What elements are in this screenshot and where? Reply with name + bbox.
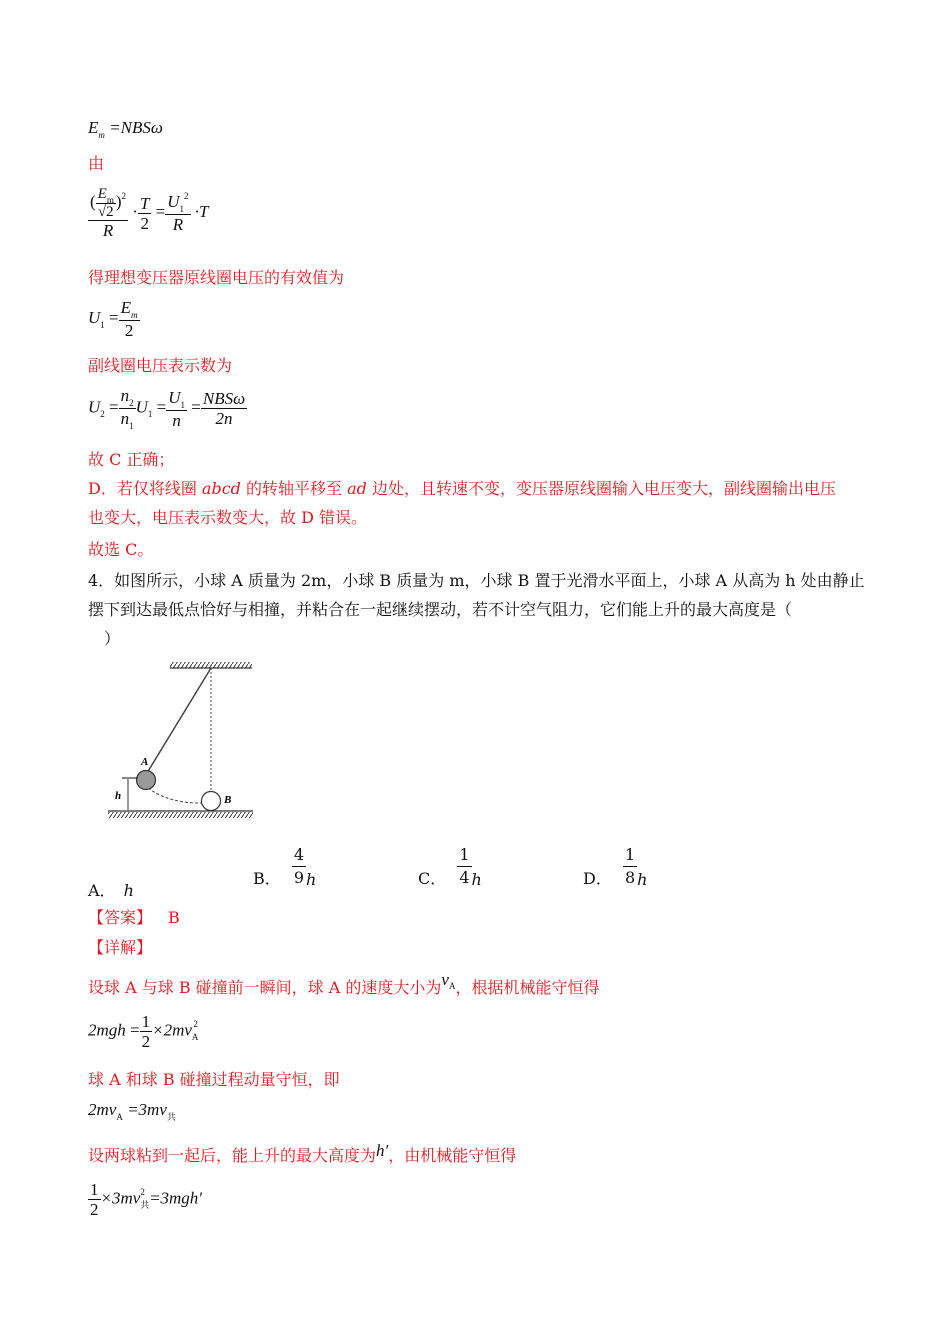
text-option-d-analysis: D．若仅将线圈 abcd 的转轴平移至 ad 边处，且转速不变，变压器原线圈输入电压变大，副线圈输出电压 也变大，电压表示数变大，故 D 错误。	[88, 479, 836, 527]
eq-em-lhs: E	[88, 118, 99, 137]
ceiling-hatch	[170, 662, 252, 668]
equation-momentum: $2mv_A =3mv_共$	[88, 1100, 176, 1122]
option-b[interactable]: B． $\frac{4}{9}$ h	[253, 845, 317, 889]
detail-tag: 【详解】	[88, 938, 153, 957]
detail-text-1: 设球 A 与球 B 碰撞前一瞬间，球 A 的速度大小为$v^A$，根据机械能守恒得	[88, 970, 600, 997]
equation-u2: $U_2$ = $\frac{n_2}{n_1}$ $U_1$ = $\frac{U_1}{n}$ = $\frac{\text{NBSω}}{2n}$	[88, 386, 246, 431]
question-4-stem: 4．如图所示，小球 A 质量为 2m，小球 B 质量为 m，小球 B 置于光滑水平面上，小球 A 从高为 h 处由静止 摆下到达最低点恰好与相撞，并粘合在一起继续摆动，若不计空气阻力，它们能上升的最大高度是（ ）	[88, 571, 865, 648]
rms-left-frac: ( $\frac{E_m}{√2}$ )$^2$ R	[90, 186, 127, 240]
pendulum-figure	[100, 658, 260, 824]
label-a: A	[141, 756, 149, 768]
rms-den-r: R	[102, 221, 114, 240]
text-primary-voltage: 得理想变压器原线圈电压的有效值为	[88, 268, 345, 287]
option-c[interactable]: C． $\frac{1}{4}$ h	[418, 845, 482, 889]
text-choose-c: 故选 C。	[88, 540, 154, 559]
ball-a	[137, 771, 156, 790]
equation-em	[88, 118, 163, 140]
option-d[interactable]: D． $\frac{1}{8}$ h	[583, 845, 648, 889]
equation-u1: $U_1$ = $\frac{E_m}{2}$	[88, 298, 138, 340]
rms-em: E	[97, 186, 107, 202]
answer-value: B	[168, 908, 180, 927]
text-secondary-voltage: 副线圈电压表示数为	[88, 356, 233, 375]
pendulum-string	[147, 668, 211, 773]
ball-b	[202, 792, 221, 811]
swing-path	[148, 788, 204, 803]
text-you: 由	[88, 154, 105, 173]
equation-energy-2: $\frac{1}{2}$ $\times 3mv_共^2 =3mgh'$	[90, 1180, 203, 1219]
label-b: B	[224, 794, 232, 806]
answer-line	[88, 908, 180, 928]
equation-rms: ( $\frac{E_m}{√2}$ )$^2$ R · $\frac{T}{2}$ = $\frac{U_1^2}{R}$ ·T	[90, 186, 209, 240]
equation-energy-1: 2mgh = $\frac{1}{2}$ $\times 2mv_A^2$	[88, 1012, 199, 1051]
option-a[interactable]: A． h	[88, 881, 134, 900]
ground-hatch	[108, 812, 253, 818]
rms-sqrt2: √2	[97, 204, 114, 220]
detail-text-2: 球 A 和球 B 碰撞过程动量守恒，即	[88, 1070, 340, 1089]
text-c-correct: 故 C 正确；	[88, 450, 175, 469]
label-h: h	[115, 790, 122, 802]
answer-tag: 【答案】	[88, 908, 153, 927]
eq-em-lhs-sub: m	[98, 130, 105, 140]
eq-em-rhs: =NBSω	[109, 118, 163, 137]
detail-text-3: 设两球粘到一起后，能上升的最大高度为h′，由机械能守恒得	[88, 1141, 517, 1165]
